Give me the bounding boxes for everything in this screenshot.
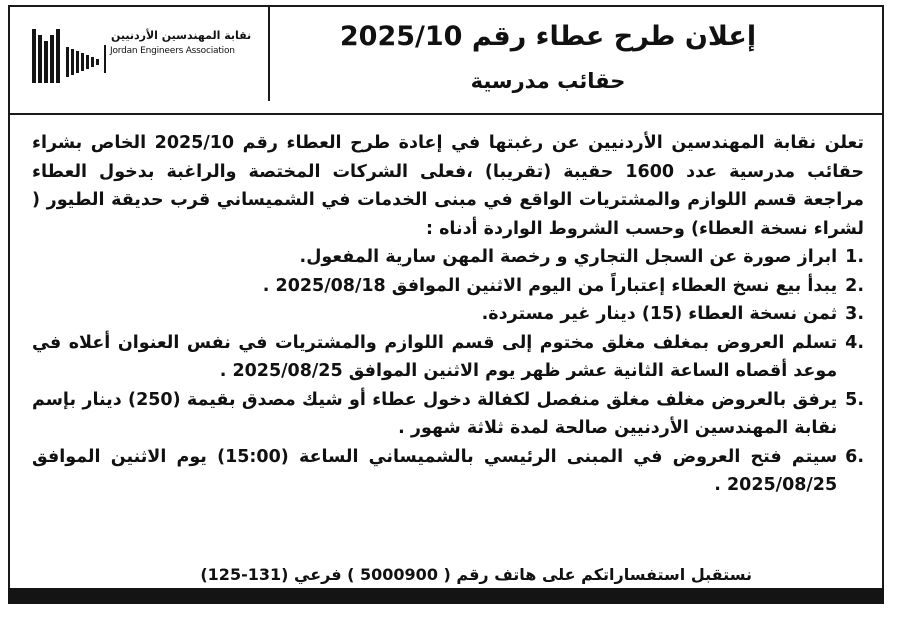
contact-footer: نستقبل استفساراتكم على هاتف رقم ( 5000900 ) فرعي (131-125) — [200, 565, 752, 584]
item-text: ابراز صورة عن السجل التجاري و رخصة المهن سارية المفعول. — [299, 247, 838, 267]
announcement-header — [10, 7, 882, 115]
announcement-body — [32, 129, 864, 500]
header-divider — [268, 7, 270, 101]
list-item — [32, 386, 864, 443]
item-number: 4. — [845, 332, 864, 353]
list-item — [32, 329, 864, 386]
list-item — [32, 243, 864, 272]
item-text: يرفق بالعروض مغلف مغلق منفصل لكفالة دخول عطاء أو شيك مصدق بقيمة (250) دينار بإسم نقابة المهندسين الأردنيين صالحة لمدة ثلاثة شهور . — [32, 389, 838, 438]
item-number: 2. — [845, 275, 864, 296]
item-number: 1. — [845, 247, 864, 267]
announcement-frame — [8, 5, 884, 599]
logo-arabic-name: نقابة المهندسين الأردنيين — [111, 29, 252, 42]
bottom-bar — [8, 588, 884, 604]
list-item — [32, 272, 864, 301]
item-text: تسلم العروض بمغلف مغلق مختوم إلى قسم اللوازم والمشتريات في نفس العنوان أعلاه في موعد أقصاه الساعة الثانية عشر ظهر يوم الاثنين الموافق 2025/08/25 . — [32, 332, 838, 381]
list-item — [32, 443, 864, 500]
logo-english-name: Jordan Engineers Association — [110, 46, 235, 56]
announcement-title: إعلان طرح عطاء رقم 2025/10 — [339, 21, 757, 52]
item-number: 6. — [845, 446, 864, 467]
item-number: 5. — [845, 389, 864, 410]
list-item — [32, 300, 864, 329]
item-number: 3. — [845, 304, 864, 324]
item-text: سيتم فتح العروض في المبنى الرئيسي بالشميساني الساعة (15:00) يوم الاثنين الموافق 2025/08/25 . — [32, 446, 838, 495]
intro-paragraph: تعلن نقابة المهندسين الأردنيين عن رغبتها في إعادة طرح العطاء رقم 2025/10 الخاص بشراء حقائب مدرسية عدد 1600 حقيبة (تقريبا) ،فعلى الشركات المختصة والراغبة بدخول العطاء مراجعة قسم اللوازم والمشتريات الواقع في مبنى الخدمات في الشميساني قرب حديقة الطيور ( لشراء نسخة العطاء) وحسب الشروط الواردة أدناه : — [32, 133, 865, 239]
announcement-subtitle: حقائب مدرسية — [470, 69, 626, 93]
item-text: ثمن نسخة العطاء (15) دينار غير مستردة. — [481, 304, 838, 324]
conditions-list — [32, 243, 864, 500]
item-text: يبدأ بيع نسخ العطاء إعتباراً من اليوم الاثنين الموافق 2025/08/18 . — [262, 275, 838, 296]
